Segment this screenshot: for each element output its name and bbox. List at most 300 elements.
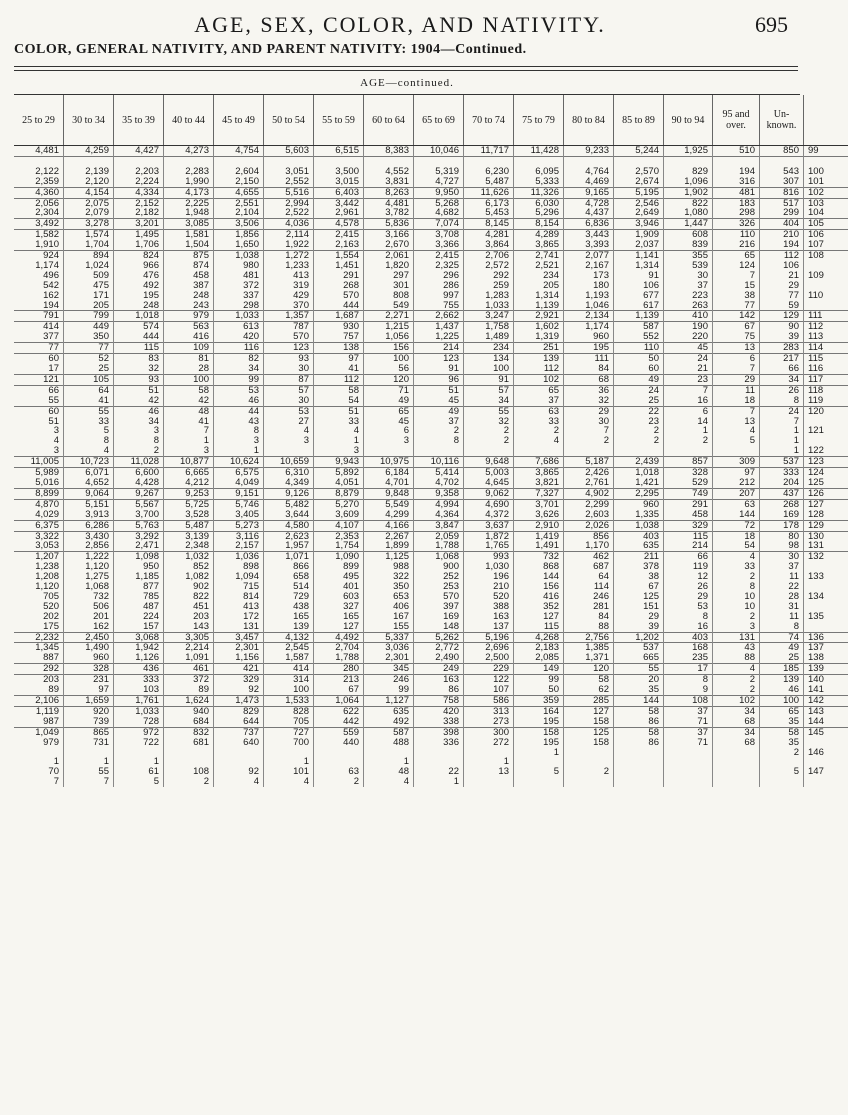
table-row bbox=[14, 177, 848, 187]
table-cell bbox=[214, 748, 264, 758]
table-cell: 204 bbox=[760, 478, 804, 488]
table-cell: 328 bbox=[64, 664, 114, 675]
table-cell: 50 bbox=[514, 685, 564, 695]
rule bbox=[14, 66, 798, 67]
table-cell: 705 bbox=[14, 592, 64, 602]
table-cell: 4,728 bbox=[564, 198, 614, 208]
table-cell: 164 bbox=[514, 706, 564, 716]
table-cell: 89 bbox=[164, 685, 214, 695]
table-cell: 139 bbox=[264, 622, 314, 632]
row-number-cell: 140 bbox=[804, 675, 848, 685]
table-cell: 1 bbox=[14, 757, 64, 767]
table-cell: 2,157 bbox=[214, 541, 264, 551]
table-cell: 46 bbox=[760, 685, 804, 695]
table-cell: 65 bbox=[364, 406, 414, 416]
table-cell: 31 bbox=[760, 602, 804, 612]
table-cell: 520 bbox=[464, 592, 514, 602]
table-cell: 3,609 bbox=[314, 510, 364, 520]
table-cell: 979 bbox=[14, 738, 64, 748]
row-number-cell: 119 bbox=[808, 394, 824, 406]
row-number-cell: 123 bbox=[804, 457, 848, 468]
table-cell: 865 bbox=[64, 727, 114, 737]
table-cell: 24 bbox=[664, 354, 713, 364]
table-cell: 4,299 bbox=[364, 510, 414, 520]
table-cell: 116 bbox=[214, 343, 264, 354]
table-cell: 127 bbox=[514, 612, 564, 622]
table-cell: 2,214 bbox=[164, 643, 214, 653]
table-cell bbox=[364, 446, 414, 456]
table-cell: 115 bbox=[114, 343, 164, 354]
table-cell: 172 bbox=[214, 612, 264, 622]
table-cell: 97 bbox=[713, 468, 760, 478]
table-cell: 3,865 bbox=[514, 240, 564, 250]
table-cell: 37 bbox=[664, 281, 713, 291]
table-cell: 313 bbox=[464, 706, 514, 716]
table-cell: 1,222 bbox=[64, 552, 114, 562]
table-cell: 292 bbox=[14, 664, 64, 675]
table-cell: 33 bbox=[314, 417, 364, 427]
table-cell: 2,225 bbox=[164, 198, 214, 208]
table-cell: 492 bbox=[364, 717, 414, 727]
row-number-cell: 103 bbox=[804, 198, 848, 208]
table-cell: 171 bbox=[64, 291, 114, 301]
table-cell: 378 bbox=[614, 562, 664, 572]
table-cell: 77 bbox=[14, 343, 64, 354]
table-cell: 11,028 bbox=[114, 457, 164, 468]
table-cell: 291 bbox=[664, 499, 713, 509]
table-cell: 298 bbox=[713, 208, 760, 218]
table-cell: 444 bbox=[314, 301, 364, 311]
table-cell: 127 bbox=[314, 622, 364, 632]
row-number-cell: 128 bbox=[808, 508, 824, 520]
table-cell: 758 bbox=[414, 696, 464, 707]
table-cell bbox=[564, 777, 614, 787]
table-cell: 105 bbox=[64, 374, 114, 385]
table-cell: 3,278 bbox=[64, 219, 114, 230]
table-cell: 67 bbox=[614, 582, 664, 592]
table-cell: 25 bbox=[64, 364, 114, 374]
row-number-cell: 121 bbox=[808, 425, 824, 437]
table-cell: 2 bbox=[614, 426, 664, 436]
table-cell: 1,098 bbox=[114, 552, 164, 562]
table-cell: 185 bbox=[760, 664, 804, 675]
table-cell: 874 bbox=[164, 261, 214, 271]
table-cell: 2,500 bbox=[464, 653, 514, 663]
table-cell: 4,702 bbox=[414, 478, 464, 488]
table-cell: 106 bbox=[760, 261, 804, 271]
row-number-cell: 124 bbox=[804, 468, 848, 478]
table-cell: 319 bbox=[264, 281, 314, 291]
table-cell: 53 bbox=[664, 602, 713, 612]
rule bbox=[14, 70, 798, 71]
table-cell: 103 bbox=[114, 685, 164, 695]
table-cell: 235 bbox=[664, 653, 713, 663]
table-cell: 4,492 bbox=[314, 632, 364, 643]
table-cell: 2,059 bbox=[414, 531, 464, 541]
table-cell: 337 bbox=[214, 291, 264, 301]
table-cell: 5,195 bbox=[614, 187, 664, 198]
table-cell bbox=[713, 777, 760, 787]
table-cell: 248 bbox=[114, 301, 164, 311]
table-row bbox=[14, 664, 848, 675]
table-cell: 30 bbox=[760, 552, 804, 562]
table-cell: 11,428 bbox=[514, 146, 564, 157]
table-cell: 5,989 bbox=[14, 468, 64, 478]
table-cell: 55 bbox=[614, 664, 664, 675]
table-cell: 75 bbox=[713, 332, 760, 342]
table-cell: 6,375 bbox=[14, 520, 64, 531]
table-cell: 1,754 bbox=[314, 541, 364, 551]
row-number-cell: 101 bbox=[808, 175, 824, 187]
table-cell: 9,648 bbox=[464, 457, 514, 468]
table-cell: 59 bbox=[760, 301, 804, 311]
table-cell: 1,215 bbox=[364, 322, 414, 332]
table-cell: 10,723 bbox=[64, 457, 114, 468]
table-cell: 979 bbox=[164, 311, 214, 322]
table-cell: 7,074 bbox=[414, 219, 464, 230]
table-cell: 6,184 bbox=[364, 468, 414, 478]
table-cell: 2 bbox=[514, 426, 564, 436]
table-cell: 972 bbox=[114, 727, 164, 737]
table-cell: 3,366 bbox=[414, 240, 464, 250]
table-cell: 3,821 bbox=[514, 478, 564, 488]
table-cell: 966 bbox=[114, 261, 164, 271]
table-cell: 4,902 bbox=[564, 488, 614, 499]
table-cell: 359 bbox=[514, 696, 564, 707]
table-cell bbox=[314, 748, 364, 758]
table-cell: 54 bbox=[314, 396, 364, 406]
table-cell: 413 bbox=[264, 271, 314, 281]
table-cell: 388 bbox=[464, 602, 514, 612]
table-cell: 9,358 bbox=[414, 488, 464, 499]
table-cell: 45 bbox=[364, 417, 414, 427]
table-cell: 58 bbox=[314, 385, 364, 395]
table-cell: 3,831 bbox=[364, 177, 414, 187]
table-cell: 2,490 bbox=[414, 653, 464, 663]
table-row bbox=[14, 757, 848, 767]
table-cell: 613 bbox=[214, 322, 264, 332]
table-row bbox=[14, 208, 848, 218]
table-cell: 1 bbox=[264, 757, 314, 767]
table-cell: 28 bbox=[164, 364, 214, 374]
table-cell: 2,163 bbox=[314, 240, 364, 250]
table-row bbox=[14, 261, 848, 271]
table-cell: 329 bbox=[214, 675, 264, 685]
table-cell: 100 bbox=[164, 374, 214, 385]
table-cell: 4,578 bbox=[314, 219, 364, 230]
table-cell: 205 bbox=[64, 301, 114, 311]
table-cell: 50 bbox=[614, 354, 664, 364]
table-cell: 715 bbox=[214, 582, 264, 592]
table-cell: 138 bbox=[314, 343, 364, 354]
table-cell: 2,545 bbox=[264, 643, 314, 653]
table-cell: 401 bbox=[314, 582, 364, 592]
table-cell: 1,283 bbox=[464, 291, 514, 301]
table-cell: 9,126 bbox=[264, 488, 314, 499]
table-row bbox=[14, 436, 848, 446]
table-cell: 2,426 bbox=[564, 468, 614, 478]
table-cell: 4,212 bbox=[164, 478, 214, 488]
table-cell: 3,864 bbox=[464, 240, 514, 250]
table-cell: 2,203 bbox=[114, 167, 164, 177]
table-cell: 58 bbox=[760, 727, 804, 737]
table-cell: 55 bbox=[64, 406, 114, 416]
table-row bbox=[14, 385, 848, 395]
row-number-cell: 131 bbox=[808, 540, 824, 552]
table-cell bbox=[414, 748, 464, 758]
table-cell: 16 bbox=[664, 396, 713, 406]
table-cell: 1,024 bbox=[64, 261, 114, 271]
table-cell: 1,421 bbox=[614, 478, 664, 488]
table-cell: 51 bbox=[14, 417, 64, 427]
table-row bbox=[14, 311, 848, 322]
table-cell: 37 bbox=[664, 727, 713, 737]
table-cell: 785 bbox=[114, 592, 164, 602]
table-cell: 372 bbox=[214, 281, 264, 291]
table-cell: 11,326 bbox=[514, 187, 564, 198]
table-cell bbox=[464, 777, 514, 787]
table-row bbox=[14, 602, 848, 612]
table-cell: 3,637 bbox=[464, 520, 514, 531]
table-cell: 2 bbox=[564, 767, 614, 777]
table-cell: 1,049 bbox=[14, 727, 64, 737]
table-cell: 728 bbox=[114, 717, 164, 727]
table-cell: 169 bbox=[414, 612, 464, 622]
table-cell: 1,046 bbox=[564, 301, 614, 311]
table-cell: 62 bbox=[564, 685, 614, 695]
table-cell: 3 bbox=[14, 426, 64, 436]
table-cell: 2,761 bbox=[564, 478, 614, 488]
table-cell: 61 bbox=[114, 767, 164, 777]
table-cell: 1,581 bbox=[164, 230, 214, 240]
table-cell: 34 bbox=[760, 374, 804, 385]
table-cell: 3 bbox=[114, 426, 164, 436]
table-cell: 16 bbox=[664, 622, 713, 632]
table-cell: 4,580 bbox=[264, 520, 314, 531]
table-cell: 314 bbox=[264, 675, 314, 685]
table-cell: 4,690 bbox=[464, 499, 514, 509]
table-cell: 9,233 bbox=[564, 146, 614, 157]
table-cell bbox=[614, 748, 664, 758]
table-cell: 77 bbox=[64, 343, 114, 354]
table-cell: 2,623 bbox=[264, 531, 314, 541]
table-cell: 732 bbox=[514, 552, 564, 562]
table-cell: 1,030 bbox=[464, 562, 514, 572]
table-cell: 1,091 bbox=[164, 653, 214, 663]
table-cell: 100 bbox=[760, 696, 804, 707]
table-row bbox=[14, 457, 848, 468]
table-cell: 205 bbox=[514, 281, 564, 291]
table-cell: 35 bbox=[760, 738, 804, 748]
table-cell bbox=[164, 748, 214, 758]
table-cell: 158 bbox=[514, 727, 564, 737]
table-cell: 372 bbox=[164, 675, 214, 685]
table-cell: 11 bbox=[713, 385, 760, 395]
table-row bbox=[14, 727, 848, 737]
table-cell: 99 bbox=[364, 685, 414, 695]
table-cell: 6,095 bbox=[514, 167, 564, 177]
table-cell: 178 bbox=[760, 520, 804, 531]
table-cell: 156 bbox=[514, 582, 564, 592]
table-cell: 163 bbox=[414, 675, 464, 685]
table-cell: 3,506 bbox=[214, 219, 264, 230]
table-cell: 1,504 bbox=[164, 240, 214, 250]
table-cell: 2,921 bbox=[514, 311, 564, 322]
table-cell: 66 bbox=[14, 385, 64, 395]
table-cell: 286 bbox=[414, 281, 464, 291]
column-header: 55 to 59 bbox=[314, 95, 364, 146]
table-cell: 894 bbox=[64, 251, 114, 261]
table-cell: 488 bbox=[364, 738, 414, 748]
table-cell: 92 bbox=[214, 685, 264, 695]
table-cell: 3,865 bbox=[514, 468, 564, 478]
row-number-cell: 109 bbox=[808, 269, 824, 281]
table-cell: 7,327 bbox=[514, 488, 564, 499]
table-cell: 1,272 bbox=[264, 251, 314, 261]
table-cell: 1 bbox=[164, 436, 214, 446]
table-cell: 68 bbox=[713, 738, 760, 748]
table-cell: 8 bbox=[414, 436, 464, 446]
table-cell: 156 bbox=[364, 343, 414, 354]
table-cell: 8,879 bbox=[314, 488, 364, 499]
table-cell: 1,071 bbox=[264, 552, 314, 562]
table-cell bbox=[614, 757, 664, 767]
column-header: 45 to 49 bbox=[214, 95, 264, 146]
table-row bbox=[14, 777, 848, 787]
table-cell: 90 bbox=[760, 322, 804, 332]
column-header: 40 to 44 bbox=[164, 95, 214, 146]
table-cell: 9,848 bbox=[364, 488, 414, 499]
row-number-cell: 126 bbox=[804, 488, 848, 499]
table-cell: 66 bbox=[760, 364, 804, 374]
table-cell: 9,267 bbox=[114, 488, 164, 499]
table-cell: 106 bbox=[614, 281, 664, 291]
table-row bbox=[14, 653, 848, 663]
table-cell: 26 bbox=[760, 385, 804, 395]
row-number-cell: 138 bbox=[808, 652, 824, 664]
table-cell: 1,141 bbox=[614, 251, 664, 261]
table-cell: 165 bbox=[314, 612, 364, 622]
table-cell: 1,319 bbox=[514, 332, 564, 342]
table-cell: 7 bbox=[14, 777, 64, 787]
table-cell: 1,490 bbox=[64, 643, 114, 653]
table-cell: 18 bbox=[713, 531, 760, 541]
table-cell: 1,068 bbox=[414, 552, 464, 562]
table-cell: 4,281 bbox=[464, 230, 514, 240]
table-cell: 898 bbox=[214, 562, 264, 572]
table-cell: 77 bbox=[713, 301, 760, 311]
table-cell: 1,068 bbox=[64, 582, 114, 592]
table-row bbox=[14, 417, 848, 427]
table-cell: 49 bbox=[364, 396, 414, 406]
table-cell: 253 bbox=[414, 582, 464, 592]
table-cell: 5,151 bbox=[64, 499, 114, 509]
row-number-cell: 144 bbox=[808, 715, 824, 727]
table-cell: 56 bbox=[364, 364, 414, 374]
table-cell: 5,892 bbox=[314, 468, 364, 478]
table-cell: 4,029 bbox=[14, 510, 64, 520]
column-header: 35 to 39 bbox=[114, 95, 164, 146]
row-number-cell: 114 bbox=[804, 343, 848, 354]
table-row bbox=[14, 251, 848, 261]
table-cell: 131 bbox=[713, 632, 760, 643]
table-cell: 252 bbox=[414, 572, 464, 582]
table-cell: 1,765 bbox=[464, 541, 514, 551]
table-cell: 1,856 bbox=[214, 230, 264, 240]
table-cell: 71 bbox=[364, 385, 414, 395]
table-cell: 7 bbox=[713, 406, 760, 416]
table-cell: 1,761 bbox=[114, 696, 164, 707]
table-cell: 1 bbox=[514, 748, 564, 758]
table-cell: 32 bbox=[464, 417, 514, 427]
table-cell: 559 bbox=[314, 727, 364, 737]
table-cell: 2,061 bbox=[364, 251, 414, 261]
table-cell: 2,325 bbox=[414, 261, 464, 271]
table-cell: 1,032 bbox=[164, 552, 214, 562]
column-header-row bbox=[14, 95, 848, 146]
table-cell: 850 bbox=[760, 146, 804, 157]
table-cell: 899 bbox=[314, 562, 364, 572]
column-header: 95 and over. bbox=[713, 95, 760, 146]
table-cell: 248 bbox=[164, 291, 214, 301]
table-cell: 437 bbox=[760, 488, 804, 499]
table-cell: 102 bbox=[713, 696, 760, 707]
table-cell bbox=[664, 748, 713, 758]
row-number-cell: 120 bbox=[804, 406, 848, 416]
table-row bbox=[14, 343, 848, 354]
table-cell: 960 bbox=[564, 332, 614, 342]
table-cell: 7 bbox=[64, 777, 114, 787]
table-cell: 37 bbox=[664, 706, 713, 716]
table-cell: 2,696 bbox=[464, 643, 514, 653]
table-cell: 91 bbox=[414, 364, 464, 374]
table-row bbox=[14, 271, 848, 281]
table-cell: 950 bbox=[114, 562, 164, 572]
table-cell: 413 bbox=[214, 602, 264, 612]
table-cell bbox=[713, 446, 760, 456]
column-header bbox=[804, 95, 848, 146]
table-cell: 1,064 bbox=[314, 696, 364, 707]
table-cell: 17 bbox=[664, 664, 713, 675]
table-cell: 1,208 bbox=[14, 572, 64, 582]
table-cell: 828 bbox=[264, 706, 314, 716]
table-cell: 3,626 bbox=[514, 510, 564, 520]
table-cell: 41 bbox=[164, 417, 214, 427]
table-cell: 11,717 bbox=[464, 146, 514, 157]
table-cell: 84 bbox=[564, 612, 614, 622]
table-cell: 6 bbox=[664, 406, 713, 416]
row-number-cell: 143 bbox=[804, 706, 848, 716]
table-cell: 195 bbox=[514, 717, 564, 727]
table-cell: 1,207 bbox=[14, 552, 64, 562]
table-row bbox=[14, 675, 848, 685]
table-cell: 82 bbox=[214, 354, 264, 364]
table-cell bbox=[713, 748, 760, 758]
table-cell: 608 bbox=[664, 230, 713, 240]
table-cell: 1,872 bbox=[464, 531, 514, 541]
table-cell: 292 bbox=[464, 271, 514, 281]
table-cell: 5,003 bbox=[464, 468, 514, 478]
table-cell: 144 bbox=[614, 696, 664, 707]
table-cell: 4 bbox=[214, 777, 264, 787]
table-cell: 857 bbox=[664, 457, 713, 468]
table-cell: 2,910 bbox=[514, 520, 564, 531]
table-cell: 1,909 bbox=[614, 230, 664, 240]
row-number-cell: 142 bbox=[804, 696, 848, 707]
table-cell: 4,427 bbox=[114, 146, 164, 157]
table-cell: 2,552 bbox=[264, 177, 314, 187]
table-cell: 5,337 bbox=[364, 632, 414, 643]
